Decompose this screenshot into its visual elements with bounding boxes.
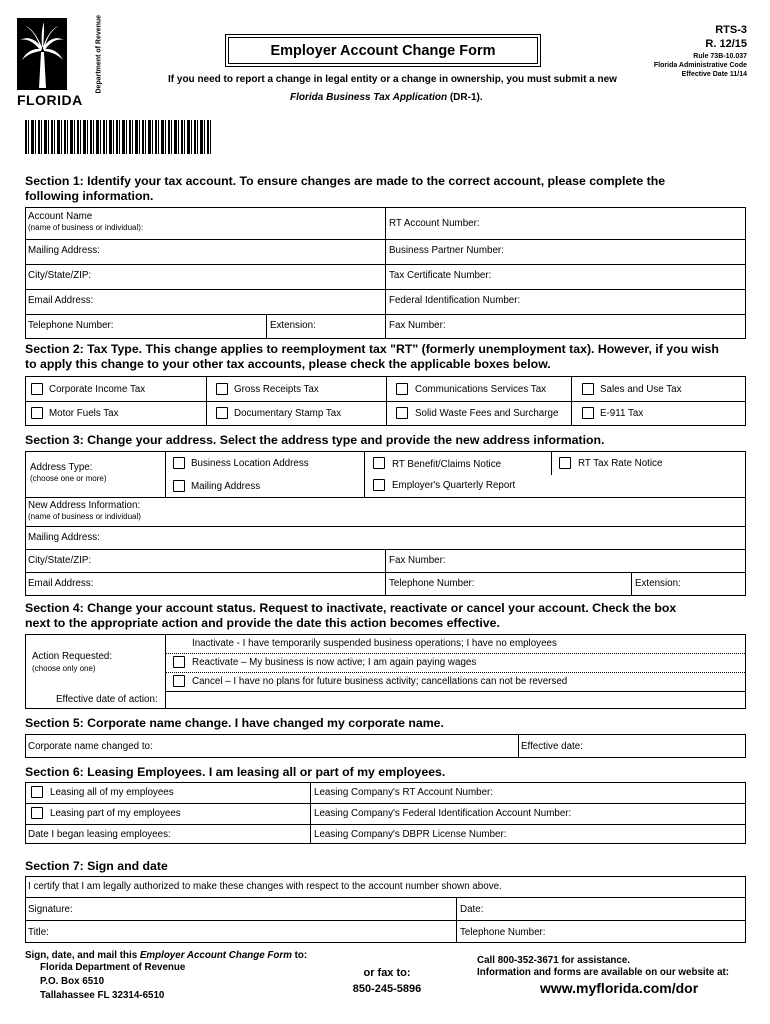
section5-table: [25, 734, 746, 758]
section4-heading: Section 4: Change your account status. Request to inactivate, reactivate or cancel your account. Check the box: [25, 601, 677, 615]
solid-waste-fees-checkbox[interactable]: [396, 407, 408, 419]
rt-benefit-claims-checkbox[interactable]: [373, 457, 385, 469]
employers-quarterly-report-checkbox[interactable]: [373, 479, 385, 491]
section4-heading-line2: next to the appropriate action and provide the date this action becomes effective.: [25, 616, 500, 630]
mailing-address-line1: Florida Department of Revenue: [40, 962, 186, 973]
admin-code: Florida Administrative Code: [653, 62, 747, 69]
legal-entity-notice: If you need to report a change in legal entity or a change in ownership, you must submit a new: [168, 74, 617, 85]
documentary-stamp-tax-checkbox[interactable]: [216, 407, 228, 419]
gross-receipts-tax-label: Gross Receipts Tax: [234, 384, 319, 395]
business-partner-number-field[interactable]: Business Partner Number:: [389, 245, 504, 256]
employers-quarterly-report-label: Employer's Quarterly Report: [392, 480, 516, 491]
signer-telephone-field[interactable]: Telephone Number:: [460, 927, 546, 938]
logo-state-text: FLORIDA: [17, 92, 83, 108]
extension-field[interactable]: Extension:: [270, 320, 316, 331]
sales-and-use-tax-checkbox[interactable]: [582, 383, 594, 395]
account-name-field[interactable]: Account Name: [28, 211, 93, 222]
section5-heading: Section 5: Corporate name change. I have changed my corporate name.: [25, 716, 444, 730]
mail-instructions: [25, 950, 307, 961]
federal-id-number-field[interactable]: Federal Identification Number:: [389, 295, 521, 306]
form-title: Employer Account Change Form: [270, 43, 496, 59]
mail-instructions-form: Employer Account Change Form: [139, 950, 292, 961]
fax-number-field[interactable]: Fax Number:: [389, 320, 446, 331]
section6-heading: Section 6: Leasing Employees. I am leasing all or part of my employees.: [25, 765, 446, 779]
gross-receipts-tax-checkbox[interactable]: [216, 383, 228, 395]
section2-heading-line2: to apply this change to your other tax accounts, please check the applicable boxes below.: [25, 357, 551, 371]
dr1-form-code: (DR-1).: [447, 92, 483, 103]
new-address-information-field[interactable]: New Address Information:: [28, 500, 141, 511]
leasing-company-fein-field[interactable]: Leasing Company's Federal Identification Account Number:: [314, 808, 572, 819]
title-field[interactable]: Title:: [28, 927, 49, 938]
dr1-form-name: Florida Business Tax Application: [290, 92, 448, 103]
tax-certificate-number-field[interactable]: Tax Certificate Number:: [389, 270, 492, 281]
new-fax-number-field[interactable]: Fax Number:: [389, 555, 446, 566]
section7-table: [25, 876, 746, 943]
business-location-address-checkbox[interactable]: [173, 457, 185, 469]
date-began-leasing-field[interactable]: Date I began leasing employees:: [28, 829, 171, 840]
form-revision: R. 12/15: [705, 38, 747, 50]
legal-entity-notice-line2: [290, 92, 483, 103]
effective-date-of-action-field[interactable]: Effective date of action:: [56, 694, 158, 705]
leasing-part-employees-label: Leasing part of my employees: [50, 808, 181, 819]
documentary-stamp-tax-label: Documentary Stamp Tax: [234, 408, 342, 419]
leasing-all-employees-label: Leasing all of my employees: [50, 787, 174, 798]
leasing-all-employees-checkbox[interactable]: [31, 786, 43, 798]
logo-side-text: Department of Revenue: [95, 14, 103, 94]
new-email-address-field[interactable]: Email Address:: [28, 578, 94, 589]
website-link[interactable]: www.myflorida.com/dor: [540, 980, 699, 996]
action-requested-hint: (choose only one): [32, 664, 96, 673]
corporate-name-changed-to-field[interactable]: Corporate name changed to:: [28, 741, 153, 752]
communications-services-tax-label: Communications Services Tax: [415, 384, 547, 395]
section3-table: [25, 451, 746, 596]
form-title-box: [225, 34, 541, 67]
palm-tree-icon: [17, 18, 67, 90]
section4-table: [25, 634, 746, 709]
cancel-label: Cancel – I have no plans for future business activity; cancellations can not be reversed: [192, 676, 568, 687]
telephone-number-field[interactable]: Telephone Number:: [28, 320, 114, 331]
signature-date-field[interactable]: Date:: [460, 904, 484, 915]
florida-dor-logo: [17, 14, 103, 108]
action-requested-label: Action Requested:: [32, 651, 113, 662]
solid-waste-fees-label: Solid Waste Fees and Surcharge: [415, 408, 559, 419]
section7-heading: Section 7: Sign and date: [25, 859, 168, 873]
new-mailing-address-field[interactable]: Mailing Address:: [28, 532, 100, 543]
mail-instructions-prefix: Sign, date, and mail this: [25, 950, 140, 961]
inactivate-label: Inactivate - I have temporarily suspended business operations; I have no employees: [192, 638, 557, 649]
section6-table: [25, 782, 746, 844]
fax-label: or fax to:: [363, 967, 411, 979]
section1-table: [25, 207, 746, 339]
e911-tax-checkbox[interactable]: [582, 407, 594, 419]
mailing-address-line2: P.O. Box 6510: [40, 976, 105, 987]
sales-and-use-tax-label: Sales and Use Tax: [600, 384, 682, 395]
corporate-income-tax-checkbox[interactable]: [31, 383, 43, 395]
address-type-hint: (choose one or more): [30, 474, 107, 483]
rt-tax-rate-notice-label: RT Tax Rate Notice: [578, 458, 663, 469]
section1-heading-line2: following information.: [25, 189, 154, 203]
leasing-company-dbpr-field[interactable]: Leasing Company's DBPR License Number:: [314, 829, 507, 840]
certification-statement: I certify that I am legally authorized to make these changes with respect to the account number shown above.: [28, 881, 502, 892]
section1-heading: Section 1: Identify your tax account. To ensure changes are made to the correct account, please complete the: [25, 174, 666, 188]
mailing-address-field[interactable]: Mailing Address:: [28, 245, 100, 256]
section2-heading: Section 2: Tax Type. This change applies to reemployment tax "RT" (formerly unemployment tax). However, if you wish: [25, 342, 719, 356]
barcode: [25, 120, 211, 154]
signature-field[interactable]: Signature:: [28, 904, 73, 915]
city-state-zip-field[interactable]: City/State/ZIP:: [28, 270, 92, 281]
e911-tax-label: E-911 Tax: [600, 408, 644, 419]
rule-reference: Rule 73B-10.037: [693, 53, 747, 60]
effective-date-header: Effective Date 11/14: [681, 71, 747, 78]
new-telephone-number-field[interactable]: Telephone Number:: [389, 578, 475, 589]
corporate-income-tax-label: Corporate Income Tax: [49, 384, 146, 395]
cancel-checkbox[interactable]: [173, 675, 185, 687]
rt-tax-rate-notice-checkbox[interactable]: [559, 457, 571, 469]
email-address-field[interactable]: Email Address:: [28, 295, 94, 306]
mailing-address-line3: Tallahassee FL 32314-6510: [40, 990, 165, 1001]
section3-heading: Section 3: Change your address. Select the address type and provide the new address information.: [25, 433, 605, 447]
section2-table: [25, 376, 746, 426]
motor-fuels-tax-checkbox[interactable]: [31, 407, 43, 419]
business-location-address-label: Business Location Address: [191, 458, 309, 469]
rt-benefit-claims-label: RT Benefit/Claims Notice: [392, 459, 502, 470]
communications-services-tax-checkbox[interactable]: [396, 383, 408, 395]
address-type-label: Address Type:: [30, 462, 93, 473]
reactivate-label: Reactivate – My business is now active; I am again paying wages: [192, 657, 477, 668]
motor-fuels-tax-label: Motor Fuels Tax: [49, 408, 119, 419]
new-address-information-hint: (name of business or individual): [28, 512, 141, 521]
assistance-phone: Call 800-352-3671 for assistance.: [477, 955, 631, 966]
new-extension-field[interactable]: Extension:: [635, 578, 681, 589]
fax-number: 850-245-5896: [352, 983, 422, 995]
leasing-company-rt-number-field[interactable]: Leasing Company's RT Account Number:: [314, 787, 494, 798]
new-city-state-zip-field[interactable]: City/State/ZIP:: [28, 555, 92, 566]
form-code: RTS-3: [715, 24, 747, 36]
mailing-address-option-label: Mailing Address: [191, 481, 261, 492]
account-name-hint: (name of business or individual):: [28, 223, 144, 232]
mail-instructions-suffix: to:: [291, 950, 308, 961]
leasing-part-employees-checkbox[interactable]: [31, 807, 43, 819]
mailing-address-checkbox[interactable]: [173, 480, 185, 492]
rt-account-number-field[interactable]: RT Account Number:: [389, 218, 480, 229]
reactivate-checkbox[interactable]: [173, 656, 185, 668]
website-info: Information and forms are available on our website at:: [477, 967, 730, 978]
corporate-name-effective-date-field[interactable]: Effective date:: [521, 741, 583, 752]
